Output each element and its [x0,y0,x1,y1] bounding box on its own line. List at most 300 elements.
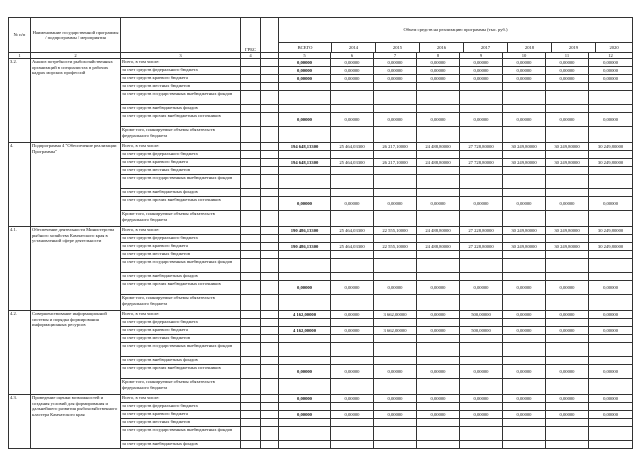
year-value-cell [546,211,589,227]
column-index-cell: 2 [31,53,121,59]
year-value-cell: 0,00000 [460,365,503,379]
year-value-cell [460,175,503,189]
year-value-cell: 0,00000 [503,395,546,403]
year-value-cell [460,343,503,357]
total-value-cell: 194 648,13300 [279,143,331,151]
year-value-cell [546,167,589,175]
total-value-cell [279,379,331,395]
year-value-cell [417,175,460,189]
year-value-cell [503,379,546,395]
year-value-cell: 0,00000 [503,365,546,379]
header-year: 2020 [609,45,619,50]
funding-source-label: за счет средств федерального бюджета [121,67,241,75]
funding-source-label: за счет средств местных бюджетов [121,419,241,427]
total-value-cell [279,319,331,327]
year-value-cell [546,343,589,357]
year-value-cell [331,105,374,113]
total-value-cell [279,419,331,427]
year-value-cell [374,189,417,197]
kbk-cell [261,189,279,197]
kbk-cell [261,441,279,449]
year-value-cell [546,91,589,105]
header-grbs: ГРБС [241,18,261,53]
year-value-cell: 0,00000 [589,197,633,211]
year-value-cell: 0,00000 [374,365,417,379]
kbk-cell [261,427,279,441]
kbk-cell [261,379,279,395]
year-value-cell [374,175,417,189]
year-value-cell: 22 555,10000 [374,227,417,235]
year-value-cell [374,427,417,441]
year-value-cell: 0,00000 [546,311,589,319]
year-value-cell [374,419,417,427]
year-value-cell: 27 728,80000 [460,143,503,151]
header-total: ВСЕГО [279,43,332,52]
grbs-cell [241,295,261,311]
total-value-cell [279,403,331,411]
funding-source-label: за счет средств внебюджетных фондов [121,273,241,281]
total-value-cell [279,343,331,357]
year-value-cell: 0,00000 [546,395,589,403]
funding-source-label: за счет средств федерального бюджета [121,403,241,411]
total-value-cell [279,251,331,259]
year-value-cell [374,235,417,243]
year-value-cell [589,189,633,197]
year-value-cell [546,127,589,143]
funding-source-label: Всего, в том числе: [121,59,241,67]
year-value-cell [546,319,589,327]
year-value-cell [503,151,546,159]
year-value-cell: 24 488,80000 [417,143,460,151]
grbs-cell [241,91,261,105]
year-value-cell [460,403,503,411]
grbs-cell [241,403,261,411]
total-value-cell [279,441,331,449]
kbk-cell [261,311,279,319]
year-value-cell [460,211,503,227]
kbk-cell [261,235,279,243]
year-value-cell: 0,00000 [503,59,546,67]
grbs-cell [241,127,261,143]
funding-source-label: за счет средств прочих внебюджетных источников [121,197,241,211]
kbk-cell [261,395,279,403]
year-value-cell: 0,00000 [503,327,546,335]
kbk-cell [261,197,279,211]
year-value-cell [589,441,633,449]
year-value-cell [417,419,460,427]
kbk-cell [261,327,279,335]
year-value-cell: 0,00000 [417,281,460,295]
year-value-cell [331,319,374,327]
year-value-cell: 0,00000 [503,67,546,75]
grbs-cell [241,427,261,441]
year-value-cell [460,273,503,281]
column-index-cell: 10 [503,53,546,59]
year-value-cell: 0,00000 [417,197,460,211]
total-value-cell: 0,00000 [279,197,331,211]
year-value-cell [417,273,460,281]
total-value-cell [279,273,331,281]
year-value-cell [503,319,546,327]
total-value-cell [279,175,331,189]
year-value-cell: 30 249,80000 [503,243,546,251]
kbk-cell [261,343,279,357]
funding-source-label: за счет средств внебюджетных фондов [121,357,241,365]
grbs-cell [241,251,261,259]
year-value-cell [503,189,546,197]
year-value-cell [589,235,633,243]
grbs-cell [241,59,261,67]
year-value-cell: 0,00000 [331,67,374,75]
kbk-cell [261,335,279,343]
year-value-cell: 0,00000 [331,411,374,419]
year-value-cell [331,427,374,441]
year-value-cell [460,259,503,273]
header-total-group-label: Объем средств на реализацию программы (тыс. руб.) [403,27,508,32]
total-value-cell: 0,00000 [279,59,331,67]
header-year: 2014 [332,43,376,52]
year-value-cell [589,295,633,311]
year-value-cell: 26 217,10000 [374,143,417,151]
header-year: 2016 [420,43,464,52]
year-value-cell [417,379,460,395]
year-value-cell [331,211,374,227]
year-value-cell: 27 228,80000 [460,227,503,235]
year-value-cell [589,91,633,105]
year-value-cell [503,441,546,449]
year-value-cell: 0,00000 [503,113,546,127]
year-value-cell: 24 488,80000 [417,159,460,167]
year-value-cell: 0,00000 [589,113,633,127]
kbk-cell [261,143,279,151]
year-value-cell [460,319,503,327]
year-value-cell: 0,00000 [546,113,589,127]
funding-source-label: за счет средств государственных внебюджетных фондов [121,259,241,273]
year-value-cell [503,251,546,259]
year-value-cell: 0,00000 [460,113,503,127]
year-value-cell [460,105,503,113]
year-value-cell [503,167,546,175]
year-value-cell: 0,00000 [331,365,374,379]
year-value-cell [589,83,633,91]
year-value-cell: 30 249,80000 [503,227,546,235]
year-value-cell [546,357,589,365]
year-value-cell: 0,00000 [417,59,460,67]
year-value-cell [460,335,503,343]
year-value-cell [374,127,417,143]
year-value-cell: 0,00000 [374,395,417,403]
total-value-cell: 4 162,00000 [279,311,331,319]
year-value-cell [331,379,374,395]
year-value-cell: 0,00000 [374,197,417,211]
row-number: 4.2. [9,311,31,395]
total-value-cell: 4 162,00000 [279,327,331,335]
header-year: 2019 [552,43,596,52]
column-index-cell: 8 [417,53,460,59]
year-value-cell [460,167,503,175]
total-value-cell: 0,00000 [279,281,331,295]
kbk-cell [261,251,279,259]
year-value-cell [331,189,374,197]
year-value-cell [589,273,633,281]
year-value-cell: 27 228,80000 [460,243,503,251]
kbk-cell [261,411,279,419]
year-value-cell [460,151,503,159]
grbs-cell [241,227,261,235]
grbs-cell [241,319,261,327]
year-value-cell [546,151,589,159]
year-value-cell: 3 662,00000 [374,311,417,319]
year-value-cell [546,427,589,441]
year-value-cell: 0,00000 [589,67,633,75]
total-value-cell [279,335,331,343]
year-value-cell [589,259,633,273]
grbs-cell [241,243,261,251]
year-value-cell: 30 249,80000 [546,159,589,167]
grbs-cell [241,143,261,151]
year-value-cell: 0,00000 [417,113,460,127]
year-value-cell: 0,00000 [374,113,417,127]
funding-source-label: за счет средств государственных внебюджетных фондов [121,427,241,441]
year-value-cell: 0,00000 [460,281,503,295]
funding-source-label: за счет средств прочих внебюджетных источников [121,365,241,379]
row-number: 4. [9,143,31,227]
year-value-cell: 500,00000 [460,311,503,319]
year-value-cell [374,105,417,113]
kbk-cell [261,403,279,411]
table-row [9,143,633,151]
kbk-cell [261,67,279,75]
kbk-cell [261,211,279,227]
year-value-cell [374,273,417,281]
funding-source-label: за счет средств краевого бюджета [121,159,241,167]
year-value-cell [589,427,633,441]
year-value-cell [546,83,589,91]
total-value-cell [279,357,331,365]
year-value-cell [331,151,374,159]
year-value-cell [589,211,633,227]
year-value-cell [546,335,589,343]
year-value-cell [460,295,503,311]
year-value-cell [589,419,633,427]
program-name: Проведение оценки возможностей и создания условий для формирования и дальнейшего развития рыбохозяйственного кластера Камчатского края [31,395,121,449]
year-value-cell [589,127,633,143]
year-value-cell: 0,00000 [503,411,546,419]
year-value-cell [331,127,374,143]
table-row [9,311,633,319]
year-value-cell [374,319,417,327]
year-value-cell [374,403,417,411]
year-value-cell: 0,00000 [417,327,460,335]
total-value-cell: 190 486,13300 [279,227,331,235]
total-value-cell [279,83,331,91]
kbk-cell [261,419,279,427]
funding-source-label: Всего, в том числе: [121,311,241,319]
year-value-cell [374,83,417,91]
year-value-cell [417,91,460,105]
header-no: № п/п [9,18,31,53]
year-value-cell [503,259,546,273]
year-value-cell [331,175,374,189]
year-value-cell [417,189,460,197]
funding-source-label: за счет средств прочих внебюджетных источников [121,281,241,295]
grbs-cell [241,159,261,167]
column-index-cell: 9 [460,53,503,59]
year-value-cell [417,83,460,91]
year-value-cell [417,251,460,259]
program-name: Совершенствование информационной системы и порядка формирования информационных ресурсов [31,311,121,395]
year-value-cell [589,403,633,411]
funding-source-label: за счет средств государственных внебюджетных фондов [121,91,241,105]
year-value-cell [374,251,417,259]
total-value-cell [279,127,331,143]
year-value-cell [331,83,374,91]
column-index-cell: 11 [546,53,589,59]
year-value-cell [374,259,417,273]
year-value-cell: 30 249,80000 [546,143,589,151]
year-value-cell [460,251,503,259]
grbs-cell [241,167,261,175]
year-value-cell [374,335,417,343]
year-value-cell [503,83,546,91]
header-year: 2015 [376,43,420,52]
year-value-cell: 22 555,10000 [374,243,417,251]
kbk-cell [261,319,279,327]
total-value-cell: 0,00000 [279,395,331,403]
row-number: 3.2. [9,59,31,143]
year-value-cell: 0,00000 [546,75,589,83]
total-value-cell [279,189,331,197]
program-name: Подпрограмма 4 "Обеспечение реализации Программы" [31,143,121,227]
year-value-cell: 25 464,03300 [331,227,374,235]
column-index-cell: 12 [589,53,633,59]
kbk-cell [261,357,279,365]
year-value-cell [546,251,589,259]
budget-table [8,17,633,449]
funding-source-label: за счет средств местных бюджетов [121,251,241,259]
funding-source-label: Всего, в том числе: [121,395,241,403]
funding-source-label: Кроме того, планируемые объемы обязательств федерального бюджета [121,295,241,311]
year-value-cell: 0,00000 [546,365,589,379]
year-value-cell: 0,00000 [460,197,503,211]
column-index-cell: 3 [121,53,241,59]
kbk-cell [261,243,279,251]
year-value-cell: 500,00000 [460,327,503,335]
kbk-cell [261,295,279,311]
year-value-cell [460,379,503,395]
year-value-cell: 0,00000 [503,311,546,319]
year-value-cell [417,319,460,327]
year-value-cell [503,343,546,357]
year-value-cell [546,441,589,449]
year-value-cell: 0,00000 [460,59,503,67]
total-value-cell: 190 486,13300 [279,243,331,251]
year-value-cell: 0,00000 [374,75,417,83]
year-value-cell: 0,00000 [417,395,460,403]
year-value-cell: 26 217,10000 [374,159,417,167]
year-value-cell: 0,00000 [589,311,633,319]
year-value-cell: 0,00000 [374,281,417,295]
year-value-cell: 0,00000 [546,281,589,295]
year-value-cell [417,343,460,357]
funding-source-label: за счет средств внебюджетных фондов [121,441,241,449]
kbk-cell [261,91,279,105]
year-value-cell [331,403,374,411]
year-value-cell [460,357,503,365]
year-value-cell: 0,00000 [331,113,374,127]
year-value-cell [374,441,417,449]
year-value-cell [374,357,417,365]
funding-source-label: за счет средств федерального бюджета [121,319,241,327]
year-value-cell: 0,00000 [331,75,374,83]
year-value-cell [417,441,460,449]
year-value-cell: 0,00000 [503,75,546,83]
year-value-cell [589,251,633,259]
funding-source-label: Кроме того, планируемые объемы обязательств федерального бюджета [121,211,241,227]
year-value-cell [374,91,417,105]
year-value-cell: 25 464,03300 [331,243,374,251]
year-value-cell [331,259,374,273]
year-value-cell [589,319,633,327]
year-value-cell [503,91,546,105]
year-value-cell: 0,00000 [503,197,546,211]
year-value-cell [589,343,633,357]
kbk-cell [261,159,279,167]
year-value-cell: 0,00000 [546,67,589,75]
year-value-cell: 24 488,80000 [417,227,460,235]
total-value-cell: 194 648,13300 [279,159,331,167]
year-value-cell [417,235,460,243]
year-value-cell [417,105,460,113]
year-value-cell [417,335,460,343]
year-value-cell [331,343,374,357]
funding-source-label: за счет средств краевого бюджета [121,327,241,335]
kbk-cell [261,59,279,67]
year-value-cell [331,273,374,281]
year-value-cell: 30 249,80000 [589,227,633,235]
year-value-cell [589,357,633,365]
header-year: 2018 [508,43,552,52]
table-row [9,59,633,67]
year-value-cell [503,419,546,427]
year-value-cell: 0,00000 [589,395,633,403]
year-value-cell [374,167,417,175]
total-value-cell: 0,00000 [279,411,331,419]
table-row [9,395,633,403]
total-value-cell: 0,00000 [279,67,331,75]
total-value-cell [279,167,331,175]
funding-source-label: за счет средств прочих внебюджетных источников [121,113,241,127]
grbs-cell [241,211,261,227]
table-row [9,227,633,235]
year-value-cell: 0,00000 [417,311,460,319]
year-value-cell [589,379,633,395]
header-source [121,18,241,53]
year-value-cell [417,211,460,227]
year-value-cell: 30 249,80000 [546,243,589,251]
year-value-cell [417,403,460,411]
column-index-cell: 4 [241,53,261,59]
year-value-cell [503,427,546,441]
grbs-cell [241,379,261,395]
grbs-cell [241,113,261,127]
year-value-cell [417,151,460,159]
year-value-cell: 0,00000 [417,67,460,75]
row-number: 4.1. [9,227,31,311]
grbs-cell [241,189,261,197]
grbs-cell [241,343,261,357]
total-value-cell: 0,00000 [279,365,331,379]
